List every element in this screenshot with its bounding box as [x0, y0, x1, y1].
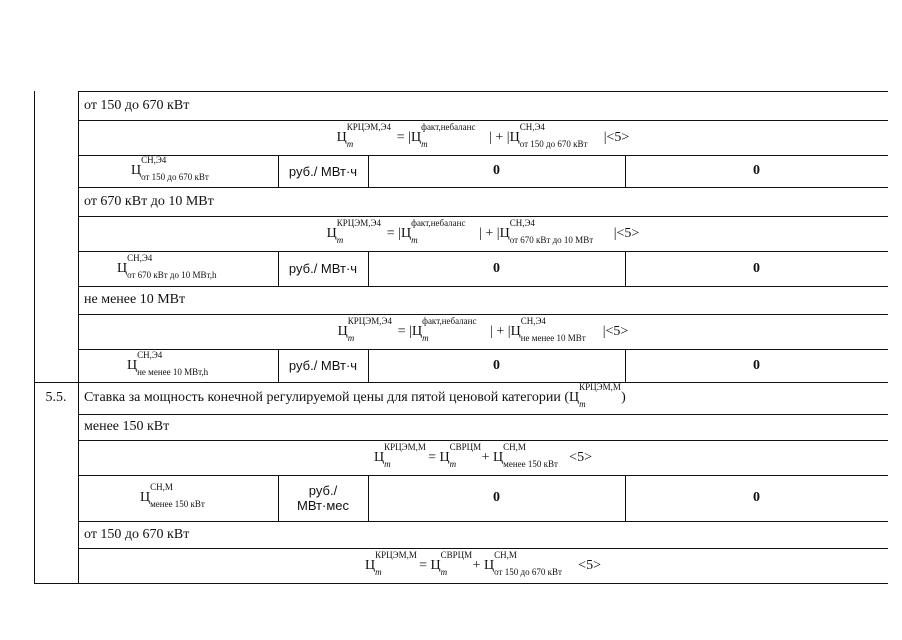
unit-cell: руб./ МВт·ч	[288, 163, 358, 179]
formula-row: Ц КРЦЭМ,Э4 m = |Ц факт,небаланс m | + |Ц СН,Э4 от 670 кВт до 10 МВт |<5>	[326, 217, 640, 245]
parameter-name: Ц СН,Э4 от 150 до 670 кВт	[130, 155, 209, 182]
tariff-table	[34, 91, 888, 584]
value-cell: 0	[493, 490, 500, 505]
unit-cell: руб./ МВт·ч	[288, 261, 358, 276]
value-cell: 0	[493, 163, 500, 178]
value-cell: 0	[753, 163, 760, 178]
formula-row: Ц КРЦЭМ,М m = Ц СВРЦМ m + Ц СН,М менее 150 кВт <5>	[374, 441, 592, 469]
range-label-10mw: не менее 10 МВт	[84, 292, 186, 307]
range-label-less-150: менее 150 кВт	[84, 419, 170, 434]
range-label-670-10: от 670 кВт до 10 МВт	[84, 193, 214, 209]
formula-row: Ц КРЦЭМ,М m = Ц СВРЦМ m + Ц СН,М от 150 до 670 кВт <5>	[365, 549, 601, 577]
formula-row: Ц КРЦЭМ,Э4 m = |Ц факт,небаланс m | + |Ц СН,Э4 не менее 10 МВт |<5>	[337, 315, 629, 343]
section-number: 5.5.	[45, 390, 67, 405]
unit-cell: руб./ МВт·мес	[296, 483, 350, 513]
parameter-name: Ц СН,Э4 от 670 кВт до 10 МВт,h	[116, 252, 217, 280]
unit-cell: руб./ МВт·ч	[288, 358, 358, 373]
value-cell: 0	[753, 260, 760, 276]
value-cell: 0	[493, 260, 500, 276]
range-label-150-670: от 150 до 670 кВт	[84, 97, 190, 113]
formula-row: Ц КРЦЭМ,Э4 m = |Ц факт,небаланс m | + |Ц СН,Э4 от 150 до 670 кВт |<5>	[336, 121, 630, 149]
value-cell: 0	[753, 490, 760, 505]
range-label-150-670-m: от 150 до 670 кВт	[84, 526, 190, 542]
value-cell: 0	[753, 357, 760, 373]
parameter-name: Ц СН,М менее 150 кВт	[139, 482, 205, 509]
value-cell: 0	[493, 357, 500, 373]
parameter-name: Ц СН,Э4 не менее 10 МВт,h	[126, 349, 209, 377]
section-heading: Ставка за мощность конечной регулируемой цены для пятой ценовой категории (Ц КРЦЭМ,М m )	[84, 382, 626, 409]
